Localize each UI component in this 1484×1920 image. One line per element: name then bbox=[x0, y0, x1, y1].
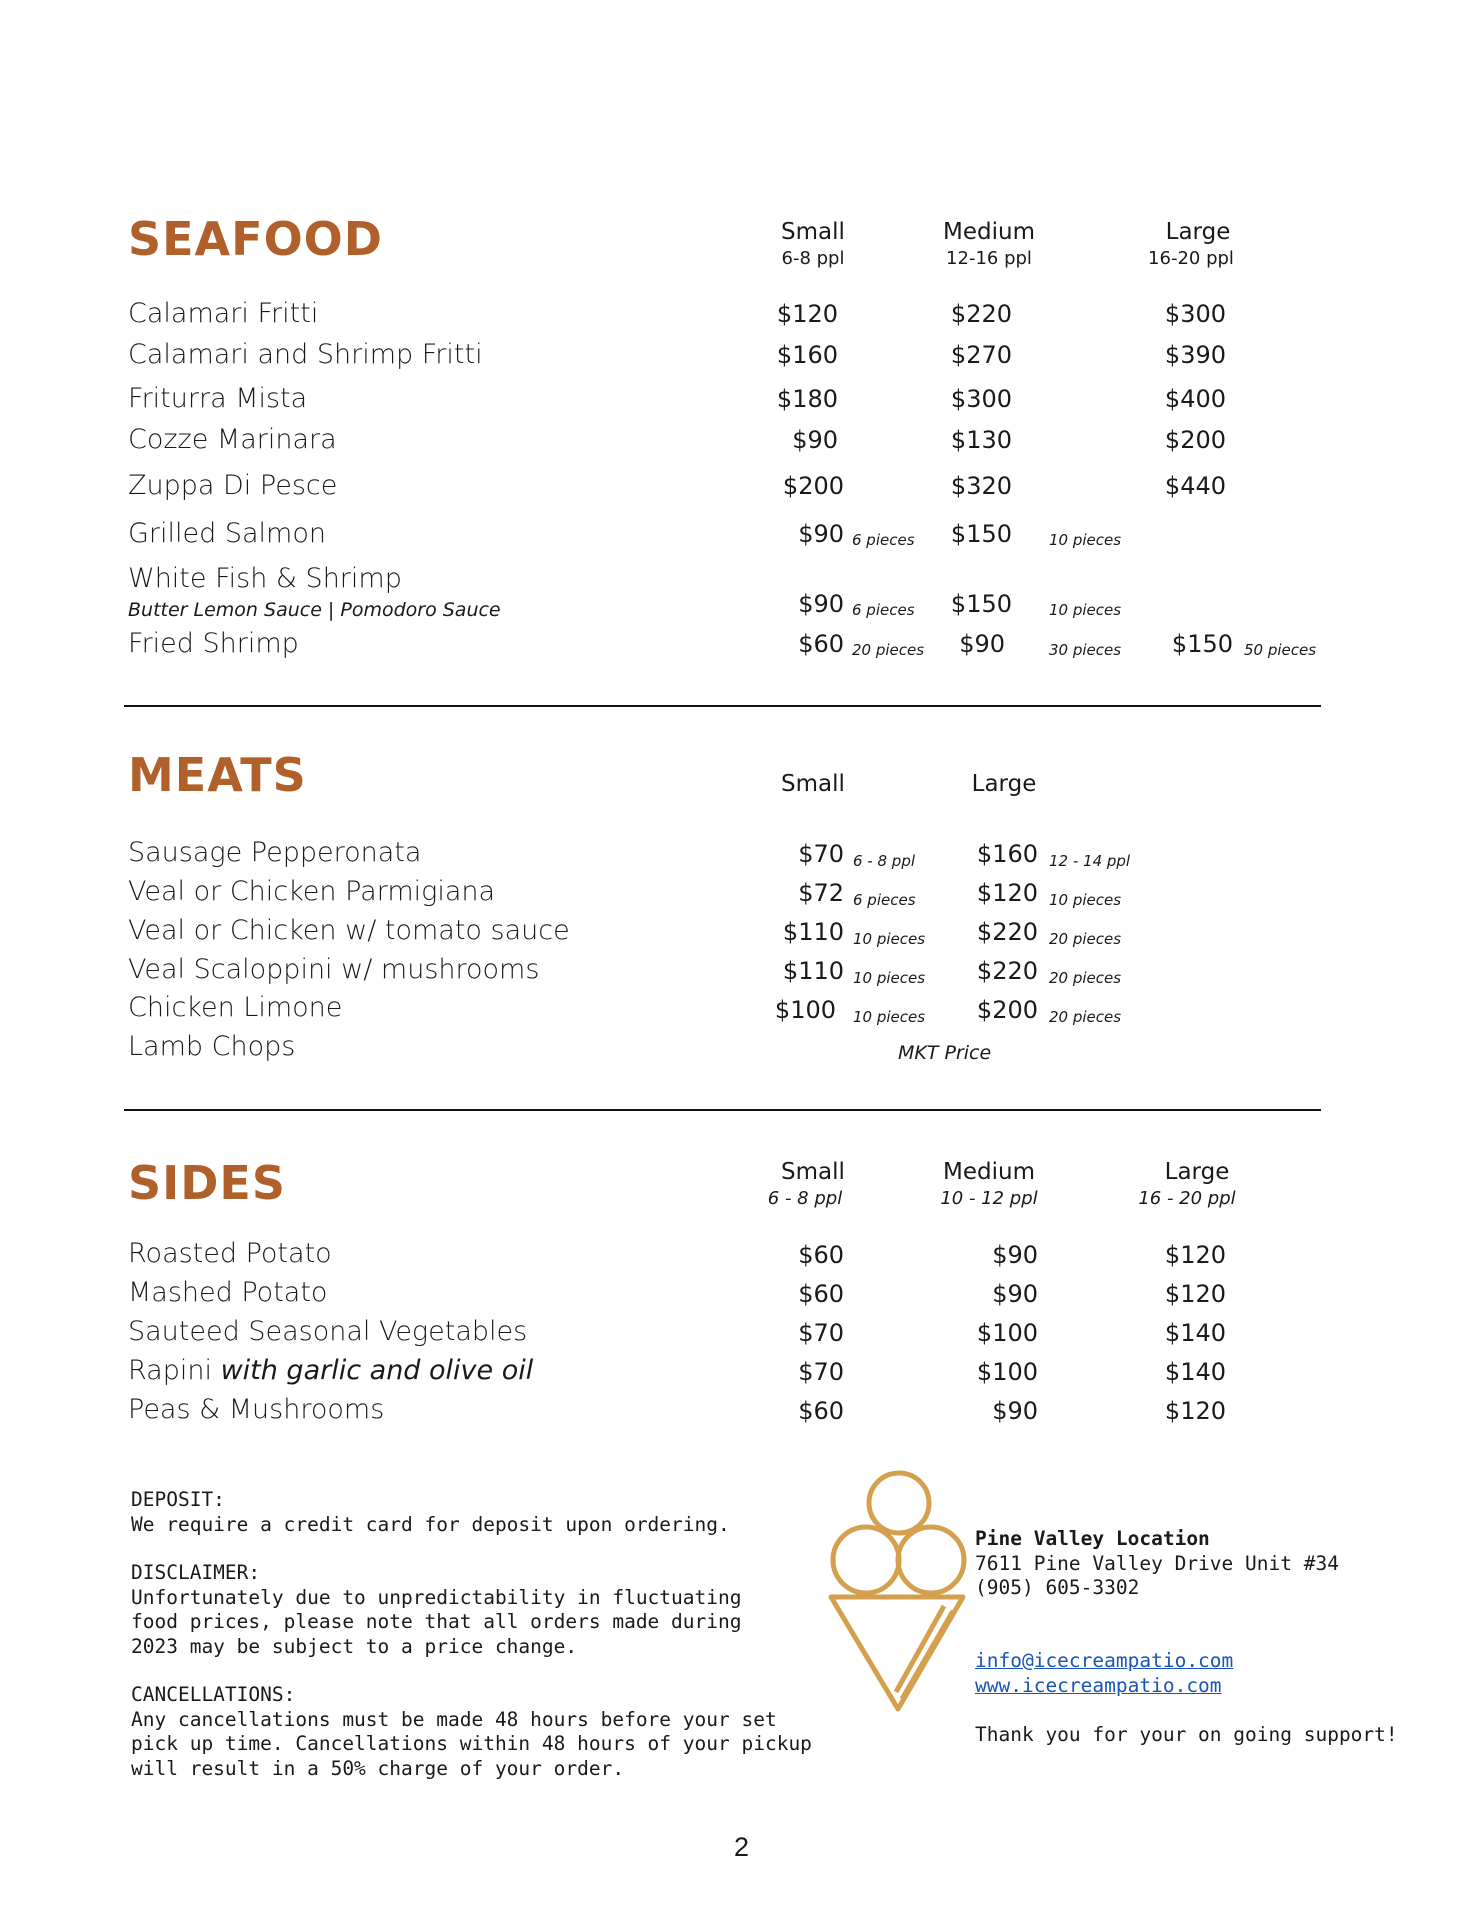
price-small: $72 bbox=[798, 879, 844, 907]
price-large: $200 bbox=[1164, 426, 1226, 454]
sides-item-name: Peas & Mushrooms bbox=[128, 1394, 385, 1425]
seafood-item-name: Calamari and Shrimp Fritti bbox=[128, 339, 483, 370]
price-large: $400 bbox=[1164, 385, 1226, 413]
sides-col-large-sub: 16 - 20 ppl bbox=[1138, 1188, 1236, 1209]
price-note: 12 - 14 ppl bbox=[1049, 852, 1131, 870]
price-medium: $150 bbox=[950, 520, 1012, 548]
address: 7611 Pine Valley Drive Unit #34 bbox=[975, 1551, 1339, 1575]
meats-item-name: Lamb Chops bbox=[128, 1031, 296, 1062]
price-large: $140 bbox=[1164, 1319, 1226, 1347]
price-large: $440 bbox=[1164, 472, 1226, 500]
price-note: 10 pieces bbox=[1049, 531, 1122, 549]
price-large: $150 bbox=[1171, 630, 1233, 658]
sides-col-medium: Medium bbox=[943, 1159, 1035, 1185]
location-name: Pine Valley Location bbox=[975, 1527, 1210, 1550]
price-large: $120 bbox=[1164, 1241, 1226, 1269]
price-note: 10 pieces bbox=[1049, 891, 1122, 909]
sides-col-small: Small bbox=[781, 1159, 845, 1185]
disclaimer-text: Unfortunately due to unpredictability in fluctuating food prices, please note that all orders made during 2023 may be subject to a price change. bbox=[131, 1585, 742, 1658]
price-note: 20 pieces bbox=[1049, 1008, 1122, 1026]
seafood-col-small-sub: 6-8 ppl bbox=[781, 248, 845, 269]
meats-item-name: Veal or Chicken w/ tomato sauce bbox=[128, 915, 570, 946]
price-note: 6 - 8 ppl bbox=[853, 852, 916, 870]
section-divider bbox=[124, 1109, 1321, 1111]
sides-title: SIDES bbox=[128, 1156, 286, 1210]
sides-item-name-suffix: with garlic and olive oil bbox=[220, 1355, 534, 1386]
policies-block bbox=[131, 1488, 831, 1781]
cancellations-text: Any cancellations must be made 48 hours before your set pick up time. Cancellations within 48 hours of your pickup will result in a 50% charge of your order. bbox=[131, 1707, 812, 1780]
price-medium: $220 bbox=[950, 300, 1012, 328]
logo-scoop-left bbox=[833, 1527, 899, 1593]
sides-item-name bbox=[128, 1355, 533, 1386]
sides-item-name: Mashed Potato bbox=[128, 1277, 328, 1308]
price-small: $180 bbox=[776, 385, 838, 413]
price-small: $90 bbox=[798, 520, 844, 548]
meats-item-name: Chicken Limone bbox=[128, 992, 343, 1023]
price-large: $300 bbox=[1164, 300, 1226, 328]
seafood-col-large-sub: 16-20 ppl bbox=[1148, 248, 1234, 269]
price-small: $70 bbox=[798, 1358, 844, 1386]
seafood-title: SEAFOOD bbox=[128, 212, 383, 266]
seafood-item-description: Butter Lemon Sauce | Pomodoro Sauce bbox=[128, 599, 501, 621]
thank-you-note: Thank you for your on going support! bbox=[975, 1723, 1398, 1746]
price-note: 20 pieces bbox=[1049, 930, 1122, 948]
sides-item-name-main: Rapini bbox=[128, 1355, 212, 1386]
price-small: $60 bbox=[798, 1241, 844, 1269]
logo-scoop-right bbox=[898, 1527, 964, 1593]
seafood-item-name: White Fish & Shrimp bbox=[128, 563, 402, 594]
price-large: $160 bbox=[976, 840, 1038, 868]
meats-item-name: Veal or Chicken Parmigiana bbox=[128, 876, 496, 907]
sides-col-large: Large bbox=[1164, 1159, 1230, 1185]
price-medium: $100 bbox=[976, 1319, 1038, 1347]
price-small: $60 bbox=[798, 1280, 844, 1308]
disclaimer-heading: DISCLAIMER: bbox=[131, 1561, 261, 1584]
price-medium: $90 bbox=[992, 1241, 1038, 1269]
price-medium: $90 bbox=[992, 1397, 1038, 1425]
page-number: 2 bbox=[734, 1832, 750, 1862]
sides-col-small-sub: 6 - 8 ppl bbox=[767, 1188, 843, 1209]
price-small: $70 bbox=[798, 1319, 844, 1347]
cancellations-heading: CANCELLATIONS: bbox=[131, 1683, 296, 1706]
ice-cream-cone-logo bbox=[826, 1466, 968, 1712]
price-medium: $320 bbox=[950, 472, 1012, 500]
price-small: $70 bbox=[798, 840, 844, 868]
price-note: 10 pieces bbox=[853, 969, 926, 987]
price-medium: $300 bbox=[950, 385, 1012, 413]
email-link[interactable]: info@icecreampatio.com bbox=[975, 1649, 1234, 1672]
sides-col-medium-sub: 10 - 12 ppl bbox=[940, 1188, 1038, 1209]
phone: (905) 605-3302 bbox=[975, 1576, 1140, 1599]
price-medium: $130 bbox=[950, 426, 1012, 454]
seafood-col-large: Large bbox=[1165, 219, 1231, 245]
price-small: $60 bbox=[798, 630, 844, 658]
seafood-item-name: Fried Shrimp bbox=[128, 628, 299, 659]
logo-cone-stripe bbox=[902, 1611, 953, 1699]
price-note: 10 pieces bbox=[853, 1008, 926, 1026]
market-price-note: MKT Price bbox=[898, 1042, 992, 1064]
seafood-item-name: Zuppa Di Pesce bbox=[128, 470, 338, 501]
price-note: 10 pieces bbox=[1049, 601, 1122, 619]
meats-item-name: Sausage Pepperonata bbox=[128, 837, 422, 868]
price-small: $200 bbox=[782, 472, 844, 500]
price-large: $120 bbox=[1164, 1280, 1226, 1308]
seafood-item-name: Grilled Salmon bbox=[128, 518, 326, 549]
price-large: $140 bbox=[1164, 1358, 1226, 1386]
price-small: $110 bbox=[782, 918, 844, 946]
price-medium: $150 bbox=[950, 590, 1012, 618]
seafood-item-name: Cozze Marinara bbox=[128, 424, 337, 455]
price-small: $160 bbox=[776, 341, 838, 369]
logo-scoop-top bbox=[869, 1473, 929, 1533]
seafood-col-medium: Medium bbox=[943, 219, 1035, 245]
logo-cone-stripe bbox=[896, 1606, 944, 1692]
price-note: 6 pieces bbox=[852, 531, 915, 549]
price-note: 20 pieces bbox=[1049, 969, 1122, 987]
seafood-item-name: Friturra Mista bbox=[128, 383, 308, 414]
price-large: $120 bbox=[1164, 1397, 1226, 1425]
price-small: $100 bbox=[774, 996, 836, 1024]
meats-item-name: Veal Scaloppini w/ mushrooms bbox=[128, 954, 540, 985]
website-link[interactable]: www.icecreampatio.com bbox=[975, 1674, 1222, 1697]
meats-title: MEATS bbox=[128, 748, 307, 802]
price-medium: $100 bbox=[976, 1358, 1038, 1386]
price-large: $200 bbox=[976, 996, 1038, 1024]
price-small: $120 bbox=[776, 300, 838, 328]
section-divider bbox=[124, 705, 1321, 707]
price-note: 20 pieces bbox=[852, 641, 925, 659]
price-note: 50 pieces bbox=[1244, 641, 1317, 659]
seafood-col-small: Small bbox=[781, 219, 845, 245]
price-large: $220 bbox=[976, 918, 1038, 946]
seafood-col-medium-sub: 12-16 ppl bbox=[946, 248, 1032, 269]
price-note: 6 pieces bbox=[853, 891, 916, 909]
price-large: $120 bbox=[976, 879, 1038, 907]
price-note: 6 pieces bbox=[852, 601, 915, 619]
price-medium: $270 bbox=[950, 341, 1012, 369]
price-large: $390 bbox=[1164, 341, 1226, 369]
meats-col-small: Small bbox=[781, 771, 845, 797]
meats-col-large: Large bbox=[971, 771, 1037, 797]
price-medium: $90 bbox=[959, 630, 1005, 658]
sides-item-name: Sauteed Seasonal Vegetables bbox=[128, 1316, 528, 1347]
contact-block bbox=[975, 1527, 1339, 1601]
deposit-text: We require a credit card for deposit upon ordering. bbox=[131, 1512, 730, 1536]
price-small: $90 bbox=[792, 426, 838, 454]
price-small: $60 bbox=[798, 1397, 844, 1425]
price-small: $90 bbox=[798, 590, 844, 618]
deposit-heading: DEPOSIT: bbox=[131, 1488, 225, 1511]
sides-item-name: Roasted Potato bbox=[128, 1238, 332, 1269]
seafood-item-name: Calamari Fritti bbox=[128, 298, 319, 329]
price-large: $220 bbox=[976, 957, 1038, 985]
price-note: 30 pieces bbox=[1049, 641, 1122, 659]
price-small: $110 bbox=[782, 957, 844, 985]
price-note: 10 pieces bbox=[853, 930, 926, 948]
price-medium: $90 bbox=[992, 1280, 1038, 1308]
